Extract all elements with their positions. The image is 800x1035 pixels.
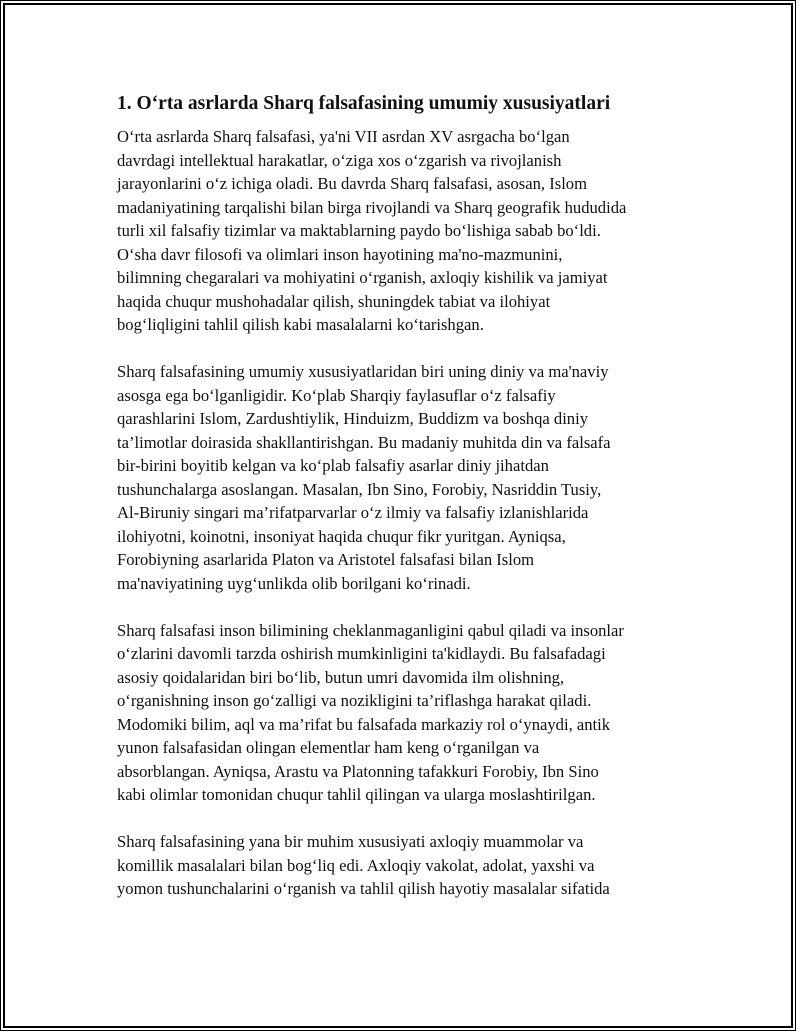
text-line: o‘rganishning inson go‘zalligi va nozikligini ta’riflashga harakat qiladi.: [117, 691, 592, 710]
text-line: Sharq falsafasi inson bilimining cheklanmaganligini qabul qiladi va insonlar: [117, 620, 624, 640]
section-heading: 1. O‘rta asrlarda Sharq falsafasining umumiy xususiyatlari: [117, 93, 611, 114]
text-line: Al-Biruniy singari ma’rifatparvarlar o‘z ilmiy va falsafiy izlanishlarida: [117, 503, 589, 522]
paragraph-1: [117, 125, 692, 337]
text-line: Modomiki bilim, aql va ma’rifat bu falsafada markaziy rol o‘ynaydi, antik: [117, 714, 611, 734]
text-line: O‘rta asrlarda Sharq falsafasi, ya'ni VII asrdan XV asrgacha bo‘lgan: [117, 127, 570, 146]
text-line: Forobiyning asarlarida Platon va Aristotel falsafasi bilan Islom: [117, 550, 535, 569]
text-line: qarashlarini Islom, Zardushtiylik, Hinduizm, Buddizm va boshqa diniy: [117, 409, 589, 428]
text-line: asosga ega bo‘lganligidir. Ko‘plab Sharqiy faylasuflar o‘z falsafiy: [117, 385, 556, 405]
text-line: turli xil falsafiy tizimlar va maktablarning paydo bo‘lishiga sabab bo‘ldi.: [117, 221, 601, 240]
text-line: bog‘liqligini tahlil qilish kabi masalalarni ko‘tarishgan.: [117, 315, 484, 334]
text-line: madaniyatining tarqalishi bilan birga rivojlandi va Sharq geografik hududida: [117, 197, 627, 217]
text-line: yunon falsafasidan olingan elementlar ham keng o‘rganilgan va: [117, 738, 540, 757]
text-line: yomon tushunchalarini o‘rganish va tahlil qilish hayotiy masalalar sifatida: [117, 879, 610, 898]
text-line: o‘zlarini davomli tarzda oshirish mumkinligini ta'kidlaydi. Bu falsafadagi: [117, 644, 606, 663]
text-line: absorblangan. Ayniqsa, Arastu va Platonning tafakkuri Forobiy, Ibn Sino: [117, 761, 599, 781]
paragraph-3: [117, 619, 692, 807]
text-line: davrdagi intellektual harakatlar, o‘ziga xos o‘zgarish va rivojlanish: [117, 150, 562, 170]
text-line: ilohiyotni, koinotni, insoniyat haqida chuqur fikr yuritgan. Ayniqsa,: [117, 526, 566, 546]
text-line: kabi olimlar tomonidan chuqur tahlil qilingan va ularga moslashtirilgan.: [117, 785, 596, 804]
text-line: bir-birini boyitib kelgan va ko‘plab falsafiy asarlar diniy jihatdan: [117, 456, 549, 475]
text-line: O‘sha davr filosofi va olimlari inson hayotining ma'no-mazmunini,: [117, 244, 563, 264]
text-line: komillik masalalari bilan bog‘liq edi. Axloqiy vakolat, adolat, yaxshi va: [117, 855, 595, 875]
text-line: haqida chuqur mushohadalar qilish, shuningdek tabiat va ilohiyat: [117, 291, 551, 311]
paragraph-4: [117, 830, 692, 901]
text-line: Sharq falsafasining yana bir muhim xususiyati axloqiy muammolar va: [117, 832, 584, 851]
document-body: [117, 92, 692, 924]
text-line: ta’limotlar doirasida shakllantirishgan. Bu madaniy muhitda din va falsafa: [117, 432, 611, 452]
text-line: asosiy qoidalaridan biri bo‘lib, butun umri davomida ilm olishning,: [117, 667, 565, 687]
text-line: jarayonlarini o‘z ichiga oladi. Bu davrda Sharq falsafasi, asosan, Islom: [117, 174, 588, 193]
text-line: tushunchalarga asoslangan. Masalan, Ibn Sino, Forobiy, Nasriddin Tusiy,: [117, 479, 602, 499]
text-line: ma'naviyatining uyg‘unlikda olib borilgani ko‘rinadi.: [117, 573, 471, 593]
text-line: bilimning chegaralari va mohiyatini o‘rganish, axloqiy kishilik va jamiyat: [117, 268, 608, 287]
paragraph-2: [117, 360, 692, 595]
text-line: Sharq falsafasining umumiy xususiyatlaridan biri uning diniy va ma'naviy: [117, 362, 609, 381]
